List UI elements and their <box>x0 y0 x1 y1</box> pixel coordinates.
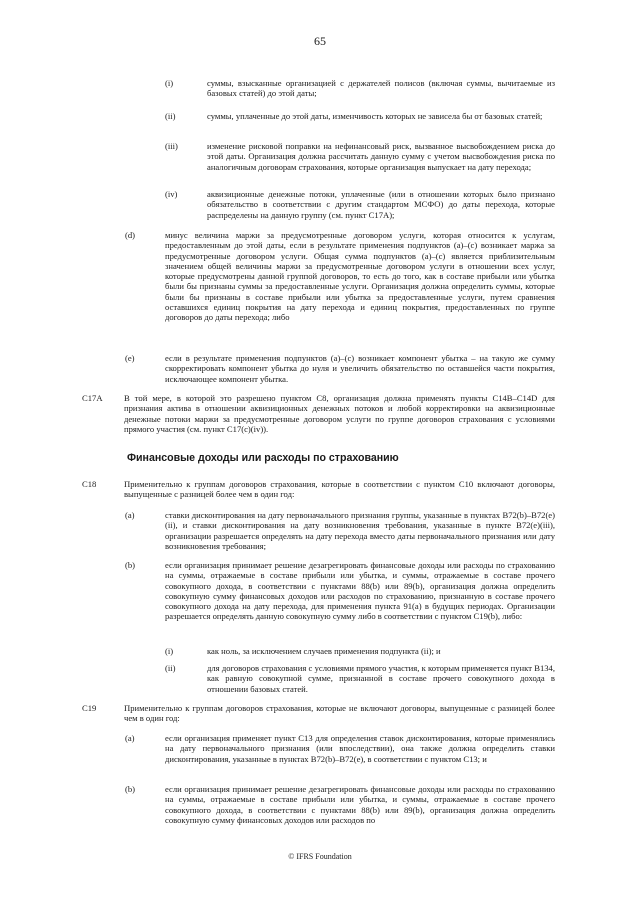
item-c17c-ii-label: (ii) <box>165 111 176 121</box>
para-c19-a-text: если организация применяет пункт C13 для определения ставок дисконтирования, которые применялись на дату первоначального признания (или впоследствии), она также должна определить ставки дисконтирования, указанные в пунктах B72(b)–B72(e), в соответствии с пунктом C13; и <box>165 733 555 764</box>
item-c17c-i-text: суммы, взысканные организацией с держателей полисов (включая суммы, вычитаемые из базовых статей) до этой даты; <box>207 78 555 99</box>
section-heading: Финансовые доходы или расходы по страхованию <box>127 452 399 464</box>
para-c18-b-i-label: (i) <box>165 646 174 656</box>
page-footer: © IFRS Foundation <box>288 852 352 861</box>
para-c18-b-text: если организация принимает решение дезагрегировать финансовые доходы или расходы по страхованию на суммы, отражаемые в составе прибыли или убытка, и суммы, отражаемые в составе прочего совокупного дохода, в соответствии с пунктами 88(b) или 89(b), организация должна определить совокупную сумму финансовых доходов или расходов по страхованию, признанную в составе прочего совокупного дохода на дату перехода, для применения пункта 91(a) в будущих периодах. Организации разрешается определять данную совокупную сумму либо в соответствии с пунктом C19(b), либо: <box>165 560 555 622</box>
para-c19-a-label: (a) <box>125 733 135 743</box>
para-c18-a-text: ставки дисконтирования на дату первоначального признания группы, указанные в пунктах B72(b)–B72(e)(ii), и ставки дисконтирования на дату возникновения требования, указанные в пункте B72(e)(iii), организации разрешается определять на дату перехода вместо даты первоначального признания или дату возникновения требования; <box>165 510 555 551</box>
para-c18-label: C18 <box>82 479 97 489</box>
page-number: 65 <box>314 34 326 48</box>
para-c19-b-label: (b) <box>125 784 136 794</box>
para-c17a-label: C17A <box>82 393 103 403</box>
para-c18-intro: Применительно к группам договоров страхования, которые в соответствии с пунктом C10 включают договоры, выпущенные с разницей более чем в один год: <box>124 479 555 500</box>
para-c19-b-text: если организация принимает решение дезагрегировать финансовые доходы или расходы по страхованию на суммы, отражаемые в составе прибыли или убытка, и суммы, отражаемые в составе прочего совокупного дохода, в соответствии с пунктами 88(b) или 89(b), организация должна определить совокупную сумму финансовых доходов или расходов по <box>165 784 555 825</box>
item-c17c-iii-label: (iii) <box>165 141 178 151</box>
item-c17c-iii-text: изменение рисковой поправки на нефинансовый риск, вызванное высвобождением риска до этой даты. Организация должна рассчитать данную сумму с учетом высвобождения риска по аналогичным договорам страхования, которые организация выпускает на дату перехода; <box>207 141 555 172</box>
para-c18-b-ii-text: для договоров страхования с условиями прямого участия, к которым применяется пункт B134, как равную совокупной сумме, признанной в составе прочего совокупного дохода в отношении базовых статей. <box>207 663 555 694</box>
para-c17a-text: В той мере, в которой это разрешено пунктом C8, организация должна применять пункты C14B–C14D для признания актива в отношении аквизиционных денежных потоков и любой корректировки на аквизиционные денежные потоки маржи за предусмотренные договором услуги по группе договоров страхования с условиями прямого участия (см. пункт C17(c)(iv)). <box>124 393 555 434</box>
para-c18-a-label: (a) <box>125 510 135 520</box>
item-e-text: если в результате применения подпунктов (a)–(c) возникает компонент убытка – на такую же сумму скорректировать компонент убытка до нуля и увеличить обязательство по оставшейся части покрытия, исключающее компонент убытка. <box>165 353 555 384</box>
item-c17c-ii-text: суммы, уплаченные до этой даты, изменчивость которых не зависела бы от базовых статей; <box>207 111 543 121</box>
item-c17c-iv-label: (iv) <box>165 189 178 199</box>
item-e-label: (e) <box>125 353 135 363</box>
item-d-label: (d) <box>125 230 136 240</box>
item-d-text: минус величина маржи за предусмотренные договором услуги, которая относится к услугам, предоставленным до этой даты, если в результате применения подпунктов (a)–(c) возникает маржа за предусмотренные договором услуги. Общая сумма подпунктов (a)–(c) является приблизительным значением общей величины маржи за предусмотренные договором услуги в отношении всех услуг, которые предусмотрены данной группой договоров, то есть до того, как в составе прибыли или убытка были бы признаны суммы за предоставленные услуги. Организация должна определить суммы, которые были бы признаны в составе прибыли или убытка за предоставленные услуги, путем сравнения оставшихся единиц покрытия на дату перехода и единиц покрытия, предоставленных по группе договоров до даты перехода; либо <box>165 230 555 323</box>
para-c18-b-label: (b) <box>125 560 136 570</box>
item-c17c-iv-text: аквизиционные денежные потоки, уплаченные (или в отношении которых было признано обязательство в соответствии с другим стандартом МСФО) до даты перехода, которые распределены на данную группу (см. пункт C17A); <box>207 189 555 220</box>
para-c18-b-i-text: как ноль, за исключением случаев применения подпункта (ii); и <box>207 646 441 656</box>
item-c17c-i-label: (i) <box>165 78 174 88</box>
para-c19-label: C19 <box>82 703 97 713</box>
para-c18-b-ii-label: (ii) <box>165 663 176 673</box>
para-c19-intro: Применительно к группам договоров страхования, которые не включают договоры, выпущенные с разницей более чем в один год: <box>124 703 555 724</box>
